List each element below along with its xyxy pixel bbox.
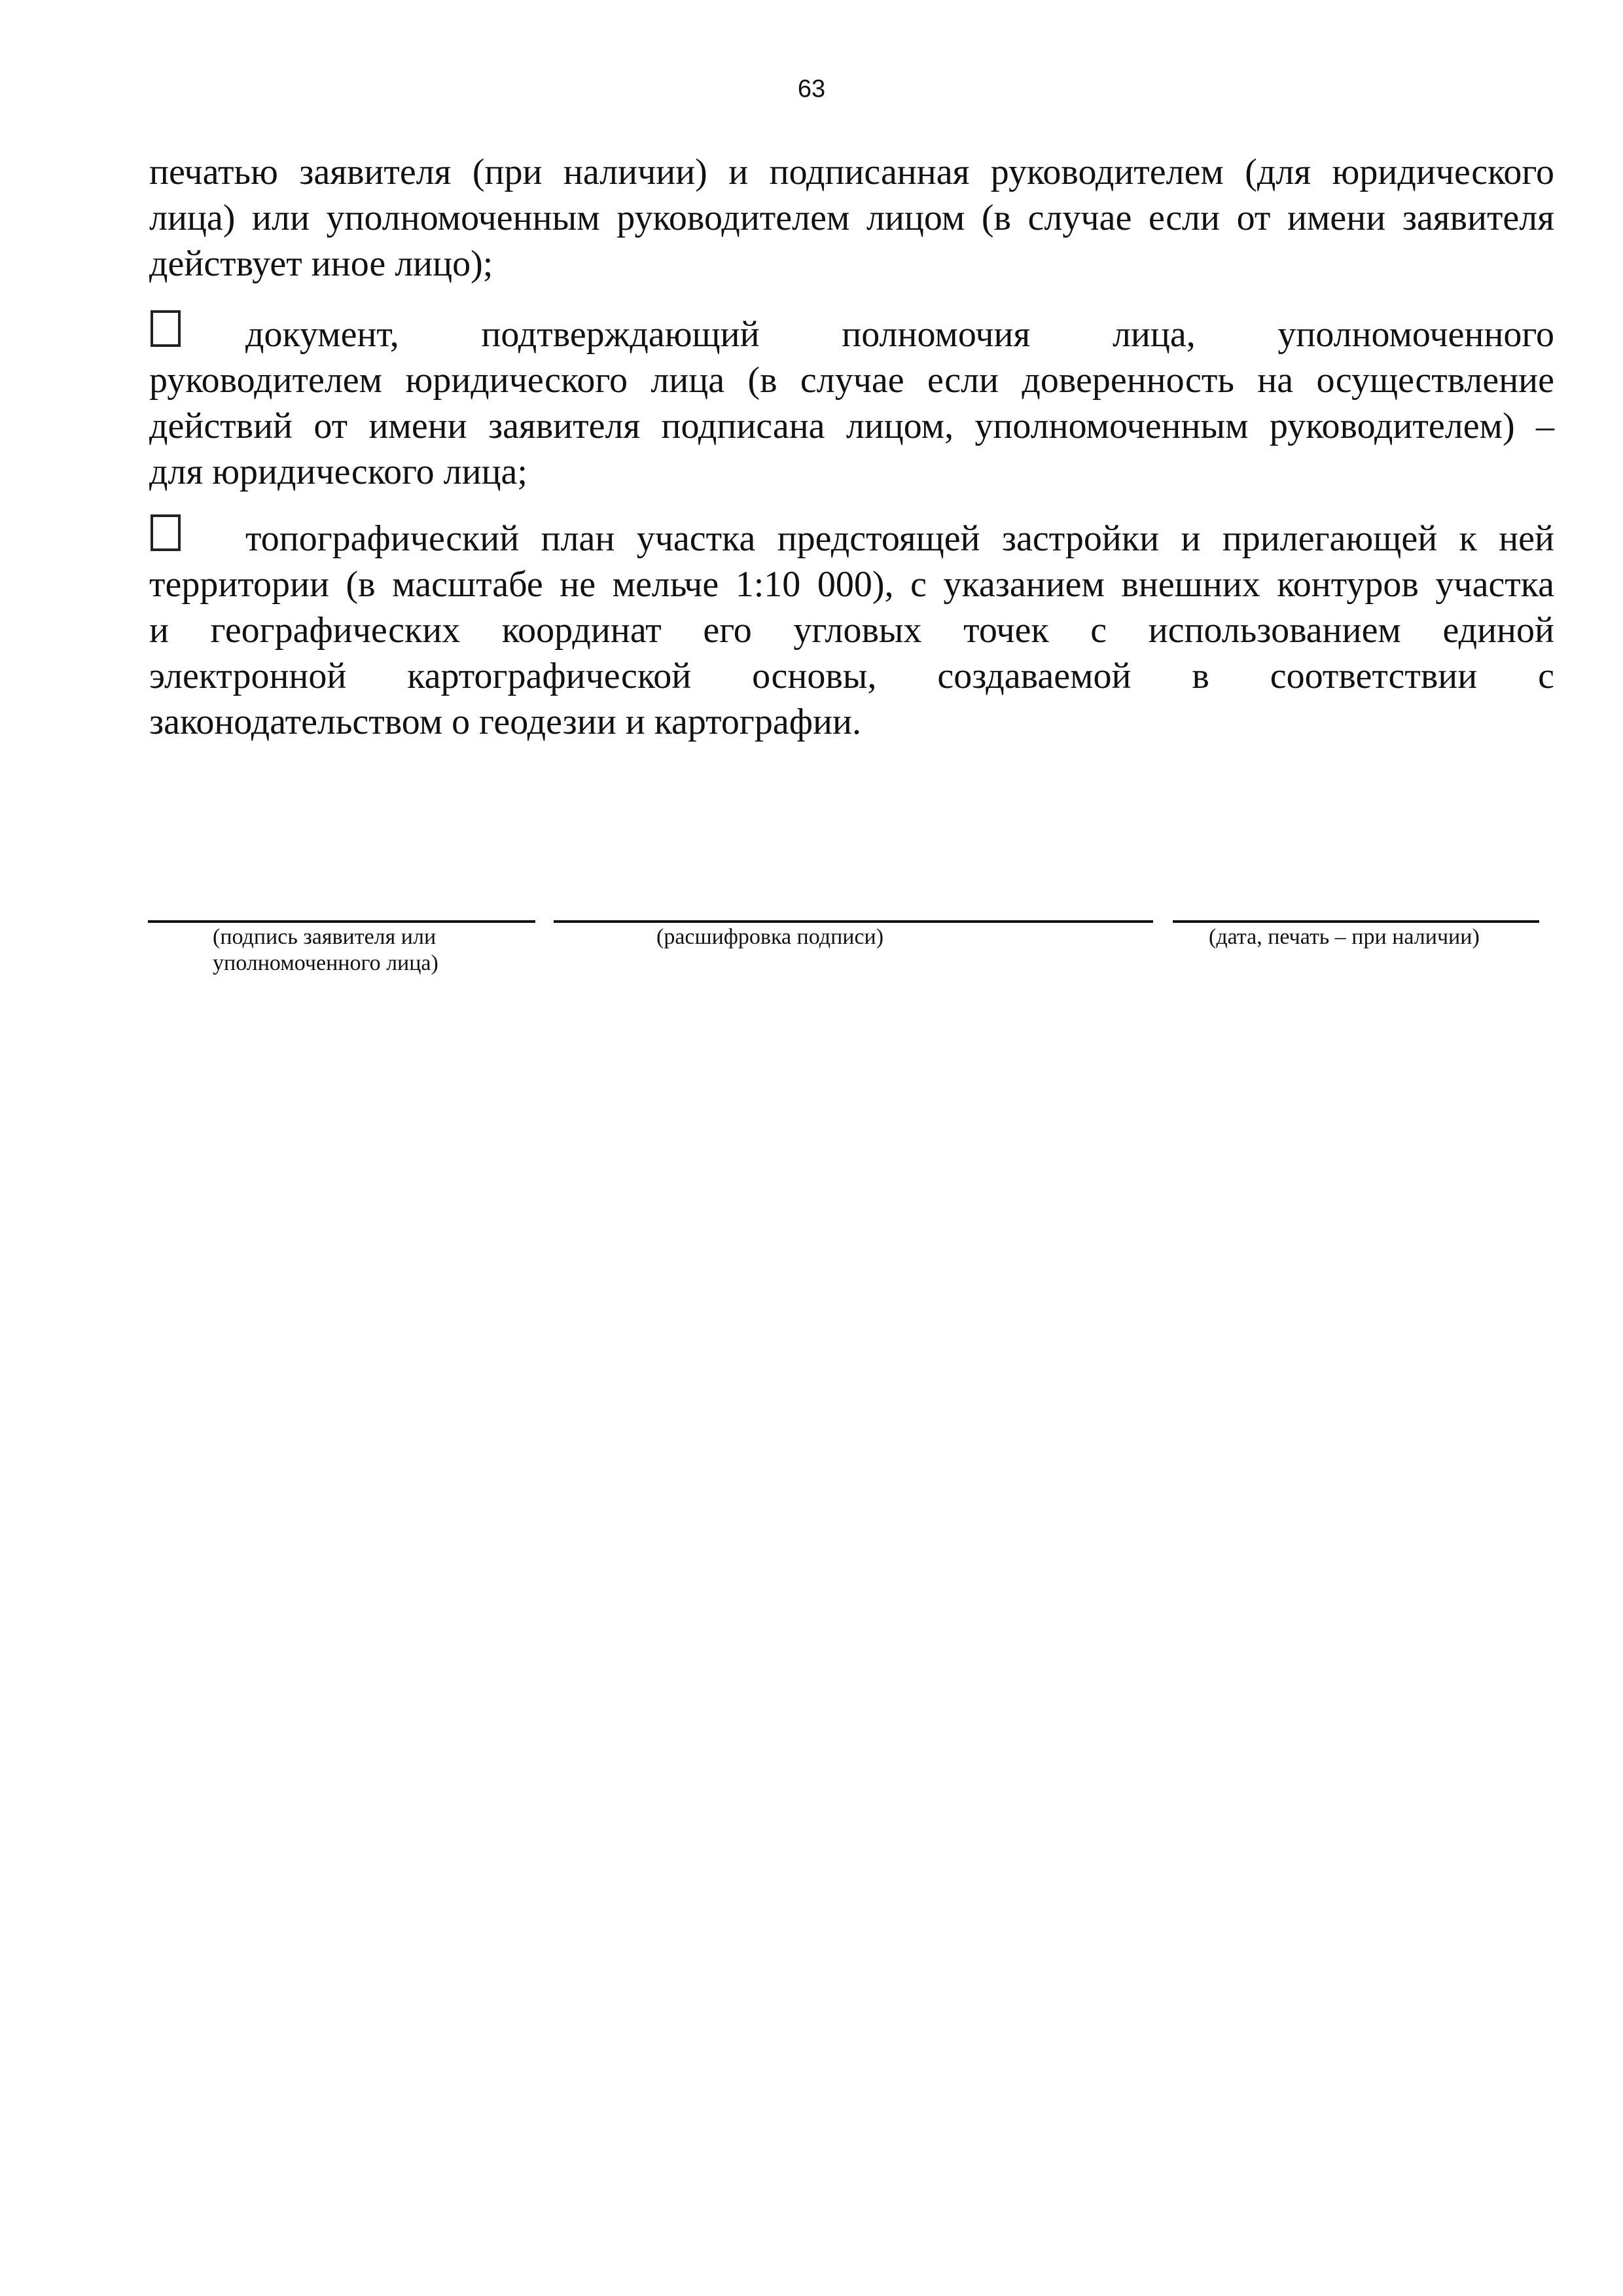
authority-document-line: для юридического лица; xyxy=(149,452,527,492)
authority-document-line: документ, подтверждающий полномочия лица, уполномоченного xyxy=(245,314,1554,355)
intro-line: действует иное лицо); xyxy=(149,243,493,284)
topographic-plan-line: топографический план участка предстоящей застройки и прилегающей к ней xyxy=(245,518,1554,559)
signature-caption: (подпись заявителя или xyxy=(213,925,437,949)
topographic-plan-line: и географических координат его угловых точек с использованием единой xyxy=(149,610,1554,651)
transcript-caption: (расшифровка подписи) xyxy=(656,925,884,949)
signature-transcript-line[interactable] xyxy=(554,920,1153,923)
intro-line: лица) или уполномоченным руководителем лицом (в случае если от имени заявителя xyxy=(149,198,1554,238)
topographic-plan-line: законодательством о геодезии и картографии. xyxy=(149,702,861,742)
date-stamp-caption: (дата, печать – при наличии) xyxy=(1209,925,1480,949)
page-number: 63 xyxy=(797,75,826,103)
signature-caption: уполномоченного лица) xyxy=(213,951,438,975)
intro-line: печатью заявителя (при наличии) и подписанная руководителем (для юридического xyxy=(149,152,1554,192)
authority-document-checkbox[interactable] xyxy=(151,310,181,347)
signature-line[interactable] xyxy=(148,920,535,923)
topographic-plan-checkbox[interactable] xyxy=(151,514,181,551)
topographic-plan-line: территории (в масштабе не мельче 1:10 000), с указанием внешних контуров участка xyxy=(149,564,1554,605)
date-stamp-line[interactable] xyxy=(1173,920,1539,923)
topographic-plan-line: электронной картографической основы, создаваемой в соответствии с xyxy=(149,656,1554,696)
authority-document-line: руководителем юридического лица (в случае если доверенность на осуществление xyxy=(149,360,1554,401)
authority-document-line: действий от имени заявителя подписана лицом, уполномоченным руководителем) – xyxy=(149,406,1554,446)
